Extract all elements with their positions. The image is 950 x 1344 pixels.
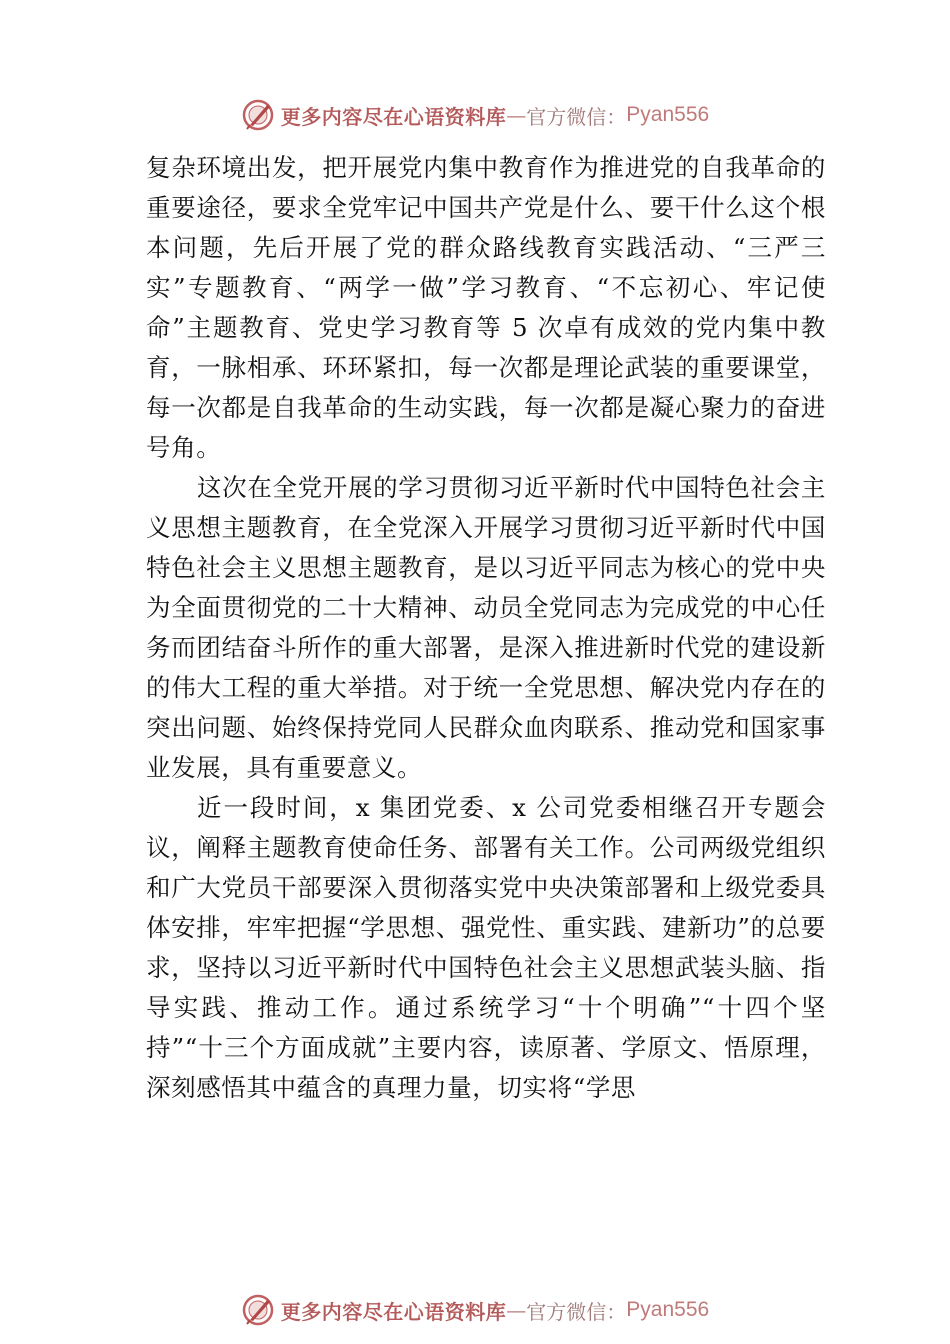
header-wechat-id: Pyan556	[626, 103, 710, 126]
footer-wechat-label: 官方微信：	[526, 1299, 627, 1324]
header-separator: —	[506, 103, 527, 127]
paragraph-3: 近一段时间，x 集团党委、x 公司党委相继召开专题会议，阐释主题教育使命任务、部署有关工作。公司两级党组织和广大党员干部要深入贯彻落实党中央决策部署和上级党委具体安排，牢牢把握“学思想、强党性、重实践、建新功”的总要求，坚持以习近平新时代中国特色社会主义思想武装头脑、指导实践、推动工作。通过系统学习“十个明确”“十四个坚持”“十三个方面成就”主要内容，读原著、学原文、悟原理，深刻感悟其中蕴含的真理力量，切实将“学思	[146, 793, 826, 1102]
footer-wechat-id: Pyan556	[626, 1298, 710, 1321]
footer-watermark-banner	[0, 1290, 950, 1330]
footer-separator: —	[506, 1298, 527, 1322]
header-brand-text: 更多内容尽在心语资料库	[280, 104, 507, 129]
header-watermark-banner	[0, 95, 950, 135]
footer-brand-text: 更多内容尽在心语资料库	[280, 1299, 507, 1324]
paragraph-1: 复杂环境出发，把开展党内集中教育作为推进党的自我革命的重要途径，要求全党牢记中国共产党是什么、要干什么这个根本问题，先后开展了党的群众路线教育实践活动、“三严三实”专题教育、“两学一做”学习教育、“不忘初心、牢记使命”主题教育、党史学习教育等 5 次卓有成效的党内集中教育，一脉相承、环环紧扣，每一次都是理论武装的重要课堂，每一次都是自我革命的生动实践，每一次都是凝心聚力的奋进号角。	[146, 153, 826, 462]
quill-pen-seal-icon	[241, 1293, 275, 1327]
quill-pen-seal-icon	[241, 98, 275, 132]
header-wechat-label: 官方微信：	[526, 104, 627, 129]
paragraph-2: 这次在全党开展的学习贯彻习近平新时代中国特色社会主义思想主题教育，在全党深入开展学习贯彻习近平新时代中国特色社会主义思想主题教育，是以习近平同志为核心的党中央为全面贯彻党的二十大精神、动员全党同志为完成党的中心任务而团结奋斗所作的重大部署，是深入推进新时代党的建设新的伟大工程的重大举措。对于统一全党思想、解决党内存在的突出问题、始终保持党同人民群众血肉联系、推动党和国家事业发展，具有重要意义。	[146, 473, 826, 782]
document-body	[146, 148, 826, 1108]
